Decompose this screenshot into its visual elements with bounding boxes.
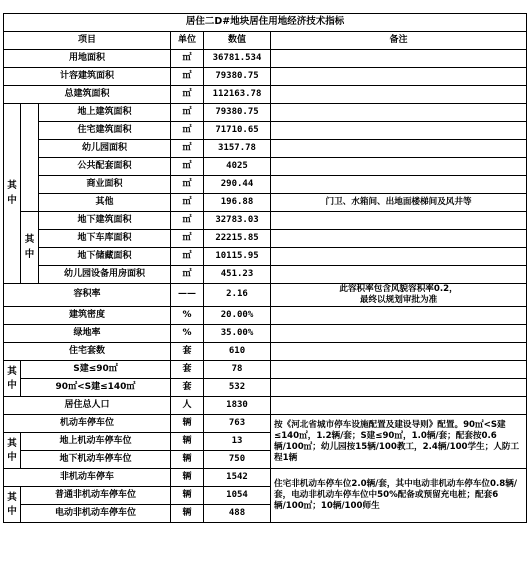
- technical-indicators-table: [3, 13, 527, 523]
- row-label: 地下建筑面积: [39, 212, 171, 230]
- group-label-households: 其 中: [4, 361, 21, 397]
- row-note: [271, 104, 527, 122]
- motor-parking-note: 按《河北省城市停车设施配置及建设导则》配置。90㎡<S建≤140㎡，1.2辆/套；S建≤90㎡，1.0辆/套；配套按0.6辆/100㎡；幼儿园按15辆/100教工，2.4辆/100学生；人防工程1辆: [271, 415, 527, 469]
- row-label: 电动非机动车停车位: [21, 505, 171, 523]
- row-unit: %: [171, 325, 204, 343]
- row-unit: ㎡: [171, 122, 204, 140]
- row-unit: ㎡: [171, 194, 204, 212]
- row-note: [271, 140, 527, 158]
- row-unit: 人: [171, 397, 204, 415]
- row-note: [271, 379, 527, 397]
- row-value: 22215.85: [204, 230, 271, 248]
- group-label-underground: 其 中: [21, 212, 39, 284]
- row-label: 公共配套面积: [39, 158, 171, 176]
- row-note: [271, 212, 527, 230]
- row-label: 地上机动车停车位: [21, 433, 171, 451]
- row-label: 绿地率: [4, 325, 171, 343]
- row-note: [271, 68, 527, 86]
- row-label: 住宅套数: [4, 343, 171, 361]
- row-label: 幼儿园设备用房面积: [39, 266, 171, 284]
- row-unit: ㎡: [171, 230, 204, 248]
- row-note: [271, 86, 527, 104]
- row-unit: 辆: [171, 415, 204, 433]
- row-note: [271, 230, 527, 248]
- row-label: 地下机动车停车位: [21, 451, 171, 469]
- row-unit: ㎡: [171, 68, 204, 86]
- row-note: [271, 343, 527, 361]
- row-value: 71710.65: [204, 122, 271, 140]
- row-spacer: [21, 104, 39, 212]
- row-unit: ㎡: [171, 248, 204, 266]
- row-value: 532: [204, 379, 271, 397]
- row-value: 2.16: [204, 284, 271, 307]
- row-value: 451.23: [204, 266, 271, 284]
- row-unit: ㎡: [171, 266, 204, 284]
- header-note: 备注: [271, 32, 527, 50]
- row-unit: 辆: [171, 451, 204, 469]
- row-value: 112163.78: [204, 86, 271, 104]
- row-unit: ㎡: [171, 158, 204, 176]
- row-value: 1542: [204, 469, 271, 487]
- row-value: 36781.534: [204, 50, 271, 68]
- row-unit: 套: [171, 343, 204, 361]
- row-value: 750: [204, 451, 271, 469]
- row-label: 计容建筑面积: [4, 68, 171, 86]
- row-value: 10115.95: [204, 248, 271, 266]
- row-value: 13: [204, 433, 271, 451]
- row-note: [271, 361, 527, 379]
- row-note: [271, 307, 527, 325]
- row-note: [271, 158, 527, 176]
- row-note: [271, 50, 527, 68]
- header-item: 项目: [4, 32, 171, 50]
- group-label-nonmotor: 其 中: [4, 487, 21, 523]
- row-value: 32783.03: [204, 212, 271, 230]
- row-value: 763: [204, 415, 271, 433]
- row-value: 3157.78: [204, 140, 271, 158]
- row-unit: ㎡: [171, 104, 204, 122]
- row-value: 1054: [204, 487, 271, 505]
- row-label: 建筑密度: [4, 307, 171, 325]
- far-note: 此容积率包含风貌容积率0.2， 最终以规划审批为准: [271, 284, 527, 307]
- row-value: 196.88: [204, 194, 271, 212]
- row-label: 地下车库面积: [39, 230, 171, 248]
- row-note: [271, 248, 527, 266]
- row-label: S建≤90㎡: [21, 361, 171, 379]
- row-value: 4025: [204, 158, 271, 176]
- row-unit: ㎡: [171, 140, 204, 158]
- row-value: 78: [204, 361, 271, 379]
- row-value: 488: [204, 505, 271, 523]
- row-note: [271, 122, 527, 140]
- row-unit: 辆: [171, 505, 204, 523]
- row-note: 门卫、水箱间、出地面楼梯间及风井等: [271, 194, 527, 212]
- row-label: 住宅建筑面积: [39, 122, 171, 140]
- row-value: 610: [204, 343, 271, 361]
- row-label: 总建筑面积: [4, 86, 171, 104]
- row-note: [271, 325, 527, 343]
- row-value: 79380.75: [204, 68, 271, 86]
- group-label-motor: 其 中: [4, 433, 21, 469]
- row-unit: ㎡: [171, 86, 204, 104]
- row-label: 居住总人口: [4, 397, 171, 415]
- row-label: 用地面积: [4, 50, 171, 68]
- row-unit: 套: [171, 361, 204, 379]
- row-value: 20.00%: [204, 307, 271, 325]
- row-label: 普通非机动车停车位: [21, 487, 171, 505]
- row-label: 幼儿园面积: [39, 140, 171, 158]
- row-value: 79380.75: [204, 104, 271, 122]
- row-label: 机动车停车位: [4, 415, 171, 433]
- row-label: 90㎡<S建≤140㎡: [21, 379, 171, 397]
- row-unit: ㎡: [171, 176, 204, 194]
- row-unit: %: [171, 307, 204, 325]
- row-note: [271, 176, 527, 194]
- row-unit: 辆: [171, 487, 204, 505]
- row-label: 地上建筑面积: [39, 104, 171, 122]
- header-value: 数值: [204, 32, 271, 50]
- row-unit: 辆: [171, 433, 204, 451]
- row-label: 地下储藏面积: [39, 248, 171, 266]
- row-value: 1830: [204, 397, 271, 415]
- group-label-floor-area: 其 中: [4, 104, 21, 284]
- row-unit: 辆: [171, 469, 204, 487]
- row-unit: ㎡: [171, 212, 204, 230]
- header-unit: 单位: [171, 32, 204, 50]
- row-label: 商业面积: [39, 176, 171, 194]
- table-title: 居住二D#地块居住用地经济技术指标: [4, 14, 527, 32]
- row-unit: ㎡: [171, 50, 204, 68]
- row-label: 非机动车停车: [4, 469, 171, 487]
- row-note: [271, 397, 527, 415]
- row-value: 290.44: [204, 176, 271, 194]
- row-unit: ——: [171, 284, 204, 307]
- row-label: 容积率: [4, 284, 171, 307]
- nonmotor-parking-note: 住宅非机动车停车位2.0辆/套，其中电动非机动车停车位0.8辆/套，电动非机动车停车位中50%配备或预留充电桩；配套6辆/100㎡；10辆/100师生: [271, 469, 527, 523]
- row-unit: 套: [171, 379, 204, 397]
- row-label: 其他: [39, 194, 171, 212]
- row-note: [271, 266, 527, 284]
- row-value: 35.00%: [204, 325, 271, 343]
